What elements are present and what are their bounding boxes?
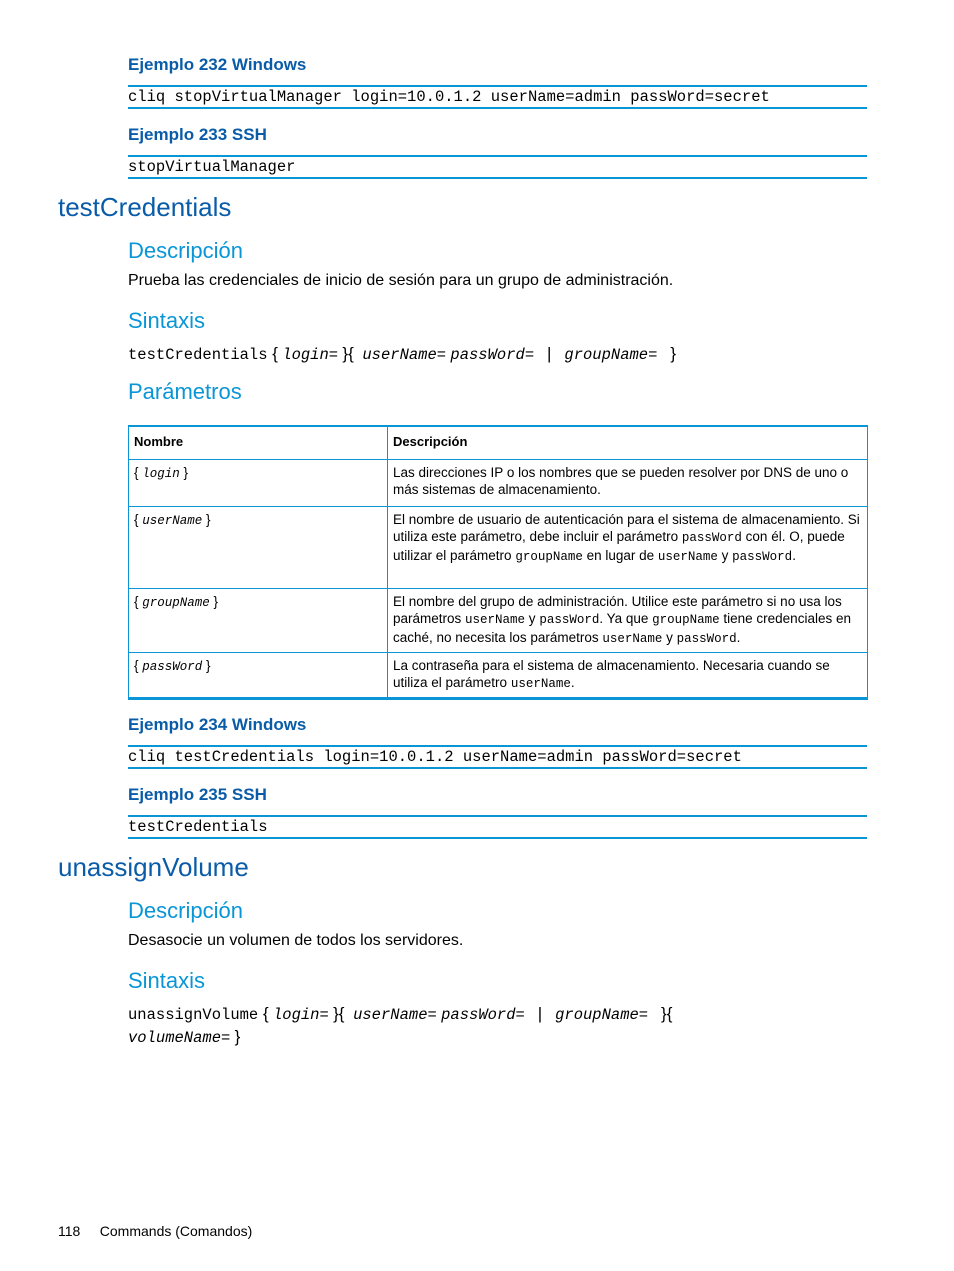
- table-header-row: [129, 426, 868, 460]
- param-name: groupName: [142, 596, 210, 610]
- testcredentials-description-heading: Descripción: [128, 238, 243, 263]
- syntax-separator: |: [547, 344, 552, 363]
- inline-code: passWord: [539, 613, 600, 627]
- syntax-groupname: groupName=: [564, 346, 658, 364]
- table-header: Descripción: [388, 426, 868, 460]
- unassignvolume-description-heading: Descripción: [128, 898, 243, 923]
- unassignvolume-syntax-heading: Sintaxis: [128, 968, 206, 993]
- table-row: [129, 653, 868, 699]
- example-233-title: Ejemplo 233 SSH: [128, 125, 267, 144]
- table-row: [129, 460, 868, 507]
- testcredentials-syntax-heading: Sintaxis: [128, 308, 206, 333]
- parameters-table: [128, 425, 868, 700]
- inline-code: passWord: [681, 531, 742, 545]
- example-232-code: cliq stopVirtualManager login=10.0.1.2 userName=admin passWord=secret: [128, 85, 867, 109]
- section-title-testcredentials: testCredentials: [58, 192, 232, 222]
- desc-text: .: [792, 548, 796, 563]
- param-desc-cell: [388, 507, 868, 589]
- syntax-brace: }: [234, 1027, 241, 1046]
- param-name-cell: { login }: [129, 460, 388, 507]
- syntax-brace: {: [262, 1004, 269, 1023]
- table-row: [129, 589, 868, 653]
- syntax-brace: }: [670, 344, 677, 363]
- testcredentials-parameters-heading: Parámetros: [128, 379, 242, 404]
- syntax-brace: }{: [333, 1004, 345, 1023]
- desc-text: . Ya que: [599, 611, 653, 626]
- desc-text: La contraseña para el sistema de almacenamiento. Necesaria cuando se utiliza el parámetro: [393, 658, 830, 690]
- testcredentials-syntax: [128, 343, 676, 366]
- param-desc-cell: [388, 460, 868, 507]
- inline-code: groupName: [652, 613, 720, 627]
- example-233-code: stopVirtualManager: [128, 155, 867, 179]
- param-name: passWord: [142, 660, 203, 674]
- desc-text: El nombre del grupo de administración. Utilice este parámetro si no usa los parámetros: [393, 594, 842, 626]
- page-number: 118: [58, 1223, 81, 1239]
- inline-code: userName: [602, 632, 663, 646]
- param-name: login: [142, 467, 180, 481]
- syntax-username: userName=: [362, 346, 447, 364]
- inline-code: groupName: [515, 550, 583, 564]
- syntax-username: userName=: [353, 1006, 437, 1024]
- example-234-title: Ejemplo 234 Windows: [128, 715, 307, 734]
- table-header: Nombre: [129, 426, 388, 460]
- syntax-login: login=: [282, 346, 339, 364]
- desc-text: y: [717, 548, 733, 563]
- param-desc-cell: [388, 653, 868, 699]
- syntax-brace: {: [272, 344, 278, 363]
- page-footer: [58, 1223, 252, 1239]
- syntax-brace: }{: [661, 1004, 673, 1023]
- example-232-title: Ejemplo 232 Windows: [128, 55, 307, 74]
- desc-text: tiene credenciales en caché, no necesita los parámetros: [393, 611, 851, 645]
- table-row: [129, 507, 868, 589]
- section-title-unassignvolume: unassignVolume: [58, 852, 249, 882]
- footer-section: Commands (Comandos): [99, 1223, 253, 1239]
- desc-text: y: [525, 611, 540, 626]
- syntax-password: passWord=: [441, 1006, 525, 1024]
- param-name-cell: { userName }: [129, 507, 388, 589]
- syntax-command: unassignVolume: [128, 1006, 259, 1024]
- syntax-separator: |: [537, 1004, 543, 1023]
- syntax-brace: }{: [342, 344, 354, 363]
- syntax-groupname: groupName=: [555, 1006, 649, 1024]
- desc-text: .: [736, 630, 741, 645]
- desc-text: con él. O, puede utilizar el parámetro: [393, 529, 845, 563]
- example-235-title: Ejemplo 235 SSH: [128, 785, 267, 804]
- example-234-code: cliq testCredentials login=10.0.1.2 userName=admin passWord=secret: [128, 745, 867, 769]
- inline-code: passWord: [732, 550, 793, 564]
- inline-code: passWord: [676, 632, 737, 646]
- syntax-password: passWord=: [450, 346, 535, 364]
- syntax-volumename: volumeName=: [128, 1029, 231, 1047]
- example-235-code: testCredentials: [128, 815, 867, 839]
- syntax-command: testCredentials: [128, 346, 268, 364]
- inline-code: userName: [465, 613, 526, 627]
- inline-code: userName: [510, 677, 571, 691]
- param-name: userName: [142, 514, 203, 528]
- desc-text: Las direcciones IP o los nombres que se pueden resolver por DNS de uno o más sistemas de almacenamiento.: [393, 465, 849, 497]
- testcredentials-description-text: Prueba las credenciales de inicio de sesión para un grupo de administración.: [128, 272, 674, 289]
- unassignvolume-description-text: Desasocie un volumen de todos los servidores.: [128, 932, 464, 949]
- desc-text: y: [662, 630, 677, 645]
- desc-text: El nombre de usuario de autenticación para el sistema de almacenamiento. Si utiliza este parámetro, debe incluir el parámetro: [393, 512, 860, 544]
- desc-text: .: [570, 675, 575, 690]
- unassignvolume-syntax: [128, 1003, 672, 1049]
- param-desc-cell: [388, 589, 868, 653]
- desc-text: en lugar de: [582, 548, 658, 563]
- param-name-cell: { groupName }: [129, 589, 388, 653]
- inline-code: userName: [657, 550, 718, 564]
- syntax-login: login=: [272, 1006, 329, 1024]
- param-name-cell: { passWord }: [129, 653, 388, 699]
